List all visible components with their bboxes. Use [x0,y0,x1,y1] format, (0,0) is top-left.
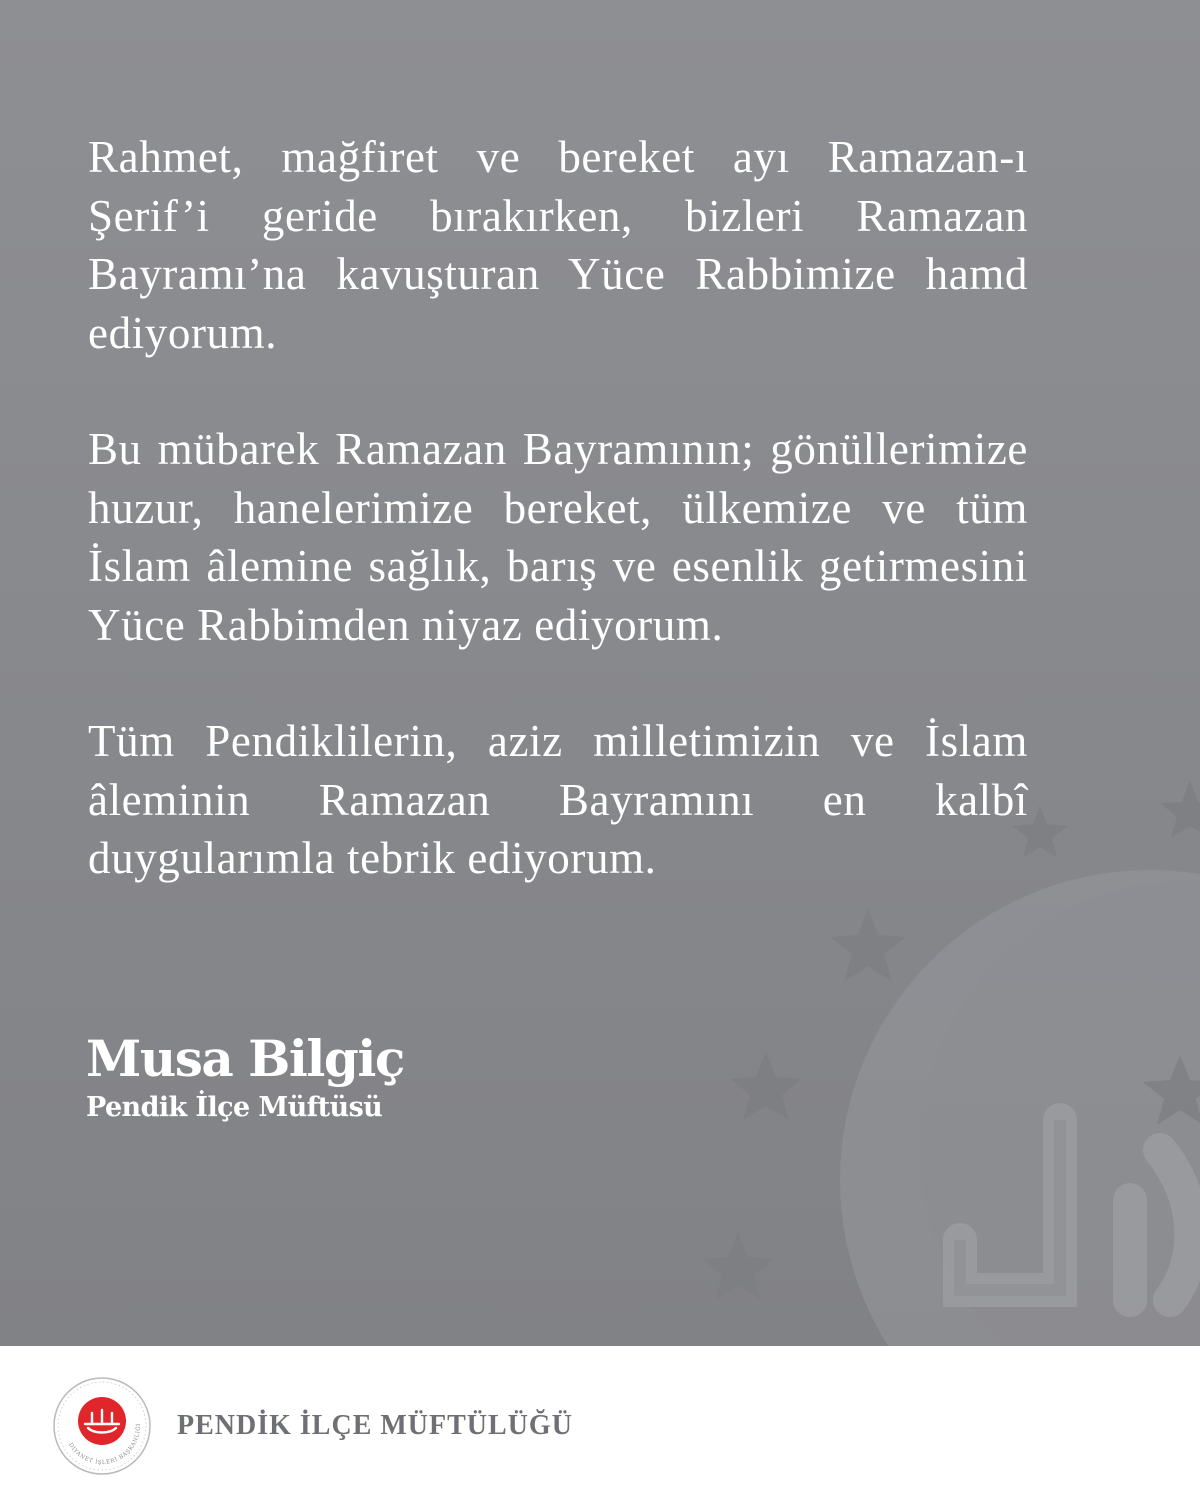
greeting-message [88,128,1028,888]
signature-name: Musa Bilgiç [86,1029,404,1088]
star-icon [730,1052,802,1120]
diyanet-emblem-icon [52,1376,152,1476]
organization-name: PENDİK İLÇE MÜFTÜLÜĞÜ [177,1410,573,1441]
message-paragraph: Bu mübarek Ramazan Bayramının; gönüllerimize huzur, hanelerimize bereket, ülkemize ve tüm İslam âlemine sağlık, barış ve esenlik getirmesini Yüce Rabbimden niyaz ediyorum. [88,424,1028,650]
message-paragraph: Rahmet, mağfiret ve bereket ayı Ramazan-ı Şerif’i geride bırakırken, bizleri Ramazan Bayramı’na kavuşturan Yüce Rabbimize hamd ediyorum. [88,132,1028,358]
emblem-ring-text: DİYANET İŞLERİ BAŞKANLIĞI [66,1422,143,1467]
signature-block [86,1028,404,1126]
star-icon [702,1232,774,1300]
message-paragraph: Tüm Pendiklilerin, aziz milletimizin ve İslam âleminin Ramazan Bayramını en kalbî duygularımla tebrik ediyorum. [88,716,1028,883]
signature-title: Pendik İlçe Müftüsü [86,1092,383,1123]
star-icon [830,908,906,982]
star-icon [1160,780,1200,838]
